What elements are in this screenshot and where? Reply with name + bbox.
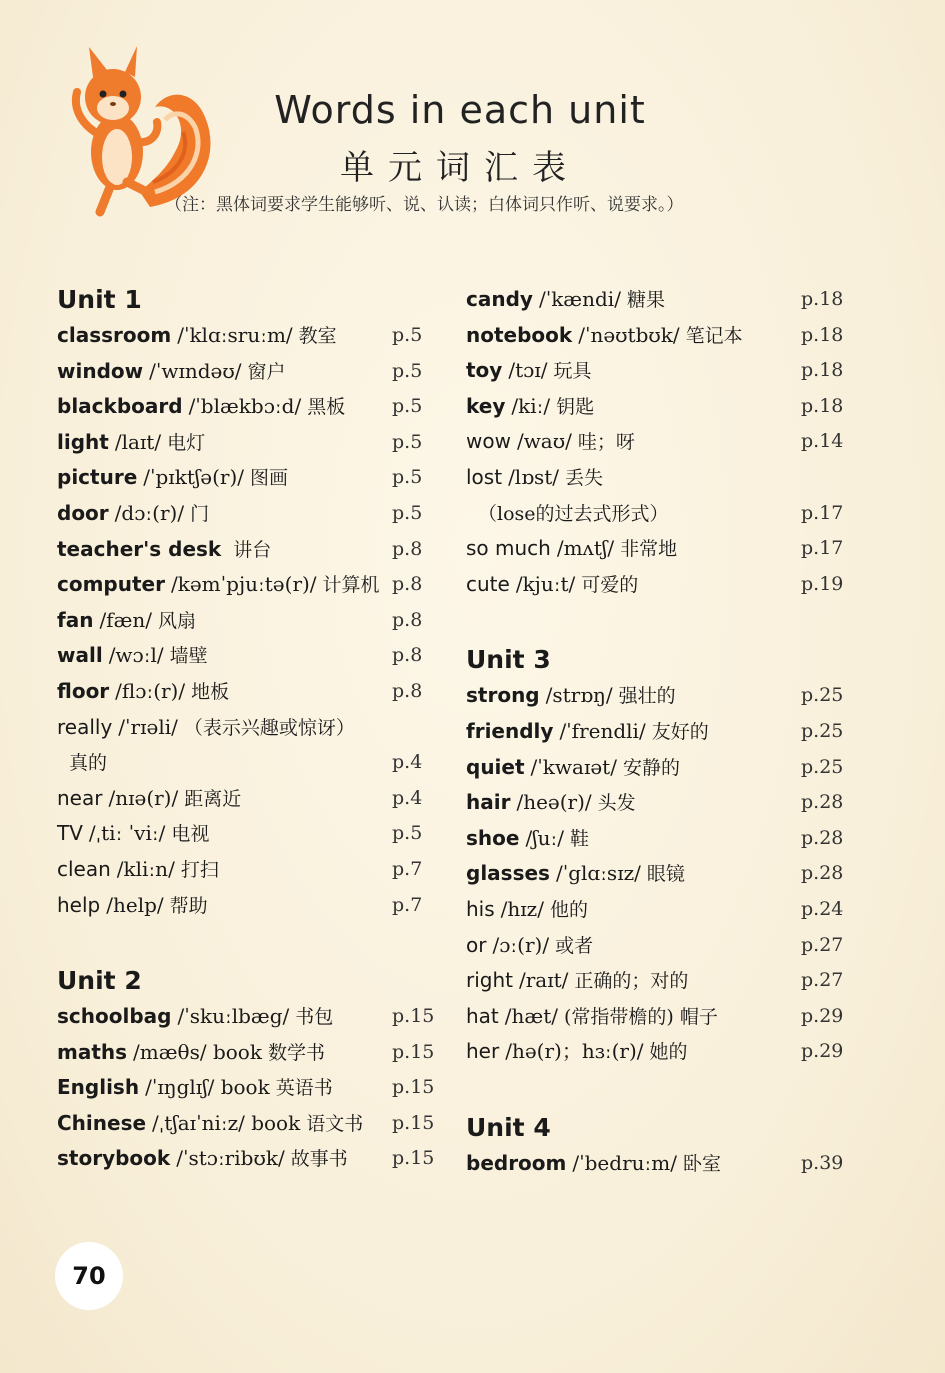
vocab-entry [466, 531, 846, 567]
vocab-chinese: 教室 [298, 325, 337, 347]
vocab-phonetic: /ˈnəʊtbʊk/ [578, 322, 680, 347]
vocab-word: strong [466, 683, 540, 708]
vocab-entry [466, 928, 846, 964]
vocab-entry [466, 750, 846, 786]
vocab-entry [466, 353, 846, 389]
vocab-entry [466, 496, 846, 532]
vocab-phonetic: /ˌtiː ˈviː/ [88, 821, 166, 846]
vocab-chinese: 计算机 [322, 574, 380, 597]
vocab-phonetic: /hə(r)；hɜː(r)/ [505, 1039, 644, 1064]
vocab-phonetic: /laɪt/ [114, 429, 162, 454]
vocab-entry [57, 389, 437, 425]
vocab-page-ref: p.15 [392, 1111, 435, 1134]
vocab-page-ref: p.5 [392, 822, 423, 845]
vocab-entry [57, 496, 437, 532]
vocab-page-ref: p.29 [801, 1040, 844, 1063]
vocab-chinese: （lose的过去式形式） [478, 502, 669, 525]
vocab-page-ref: p.24 [801, 897, 844, 920]
vocab-chinese: 他的 [549, 898, 588, 921]
vocab-page-ref: p.29 [801, 1004, 844, 1027]
vocab-word: cute [466, 571, 510, 596]
vocab-chinese: 图画 [250, 467, 289, 490]
vocab-entry [57, 425, 437, 461]
vocab-phonetic: /tɔɪ/ [508, 358, 548, 383]
vocab-phonetic: /ˈrɪəli/ [118, 714, 178, 739]
vocab-chinese: 丢失 [565, 466, 604, 489]
vocab-entry [466, 678, 846, 714]
vocab-chinese: （表示兴趣或惊讶） [183, 716, 355, 739]
vocab-word: wall [57, 643, 103, 668]
vocab-chinese: 笔记本 [685, 324, 743, 347]
vocab-page-ref: p.28 [801, 826, 844, 849]
vocab-phonetic: /strɒŋ/ [545, 683, 613, 708]
vocab-word: computer [57, 572, 165, 597]
section-gap [466, 602, 846, 642]
vocab-chinese: 书包 [295, 1006, 334, 1029]
vocab-entry [466, 963, 846, 999]
vocab-page-ref: p.15 [392, 1005, 435, 1028]
vocab-page-ref: p.5 [392, 430, 423, 453]
vocab-phonetic: /lɒst/ [508, 464, 560, 489]
vocab-word: bedroom [466, 1150, 567, 1175]
vocab-chinese: 门 [190, 502, 210, 525]
vocab-page-ref: p.5 [392, 466, 423, 489]
vocab-page-ref: p.25 [801, 719, 844, 742]
vocab-page-ref: p.25 [801, 684, 844, 707]
vocab-entry [57, 1035, 437, 1071]
vocab-word: storybook [57, 1146, 171, 1171]
vocab-entry [466, 892, 846, 928]
vocab-page-ref: p.18 [801, 359, 844, 382]
vocab-chinese: 语文书 [306, 1112, 364, 1135]
unit-heading: Unit 2 [57, 966, 142, 996]
vocab-page-ref: p.15 [392, 1040, 435, 1063]
vocab-entry [57, 318, 437, 354]
vocab-page-ref: p.7 [392, 893, 423, 916]
vocab-page-ref: p.8 [392, 573, 423, 596]
vocab-phonetic: /help/ [106, 892, 164, 917]
vocab-word: schoolbag [57, 1004, 172, 1029]
vocab-page-ref: p.4 [392, 751, 423, 774]
vocab-word: or [466, 932, 487, 957]
vocab-entry [57, 567, 437, 603]
vocab-page-ref: p.5 [392, 359, 423, 382]
vocab-entry [466, 856, 846, 892]
vocab-chinese: 哇；呀 [577, 431, 635, 454]
vocab-word: maths [57, 1039, 128, 1064]
vocab-phonetic: /ˈwɪndəʊ/ [149, 358, 242, 383]
vocab-chinese: 鞋 [569, 827, 589, 850]
vocab-word: lost [466, 464, 503, 489]
vocab-page-ref: p.15 [392, 1076, 435, 1099]
usage-note: （注：黑体词要求学生能够听、说、认读；白体词只作听、说要求。） [165, 195, 684, 215]
page-title-english: Words in each unit [274, 88, 646, 132]
vocab-chinese: 窗户 [247, 360, 286, 383]
vocab-word: teacher's desk [57, 536, 222, 561]
vocab-chinese: 她的 [649, 1041, 688, 1064]
vocab-phonetic: /nɪə(r)/ [108, 785, 179, 810]
vocab-phonetic: /waʊ/ [516, 429, 572, 454]
vocab-entry [57, 532, 437, 568]
vocab-page-ref: p.19 [801, 572, 844, 595]
vocab-page-ref: p.18 [801, 323, 844, 346]
vocab-word: wow [466, 429, 511, 454]
vocab-phonetic: /heə(r)/ [516, 790, 592, 815]
vocab-word: hair [466, 790, 511, 815]
vocab-phonetic: /ˈfrendli/ [559, 718, 646, 743]
vocab-phonetic: /ˌtʃaɪˈniːz/ book [152, 1110, 301, 1135]
vocab-chinese: 电灯 [167, 431, 206, 454]
vocab-phonetic: /raɪt/ [519, 968, 569, 993]
vocab-page-ref: p.27 [801, 969, 844, 992]
vocab-phonetic: /ˈskuːlbæg/ [177, 1004, 290, 1029]
vocab-chinese: 或者 [555, 934, 594, 957]
vocab-phonetic: /ˈglɑːsɪz/ [555, 861, 641, 886]
vocab-chinese: 电视 [171, 823, 210, 846]
vocab-chinese: 安静的 [622, 756, 680, 779]
vocab-word: quiet [466, 754, 525, 779]
vocab-chinese: 打扫 [180, 858, 219, 881]
vocab-phonetic: /fæn/ [99, 607, 152, 632]
vocab-chinese: 玩具 [553, 360, 592, 383]
section-gap [466, 1070, 846, 1110]
vocab-word: his [466, 896, 495, 921]
vocab-entry [466, 318, 846, 354]
vocab-page-ref: p.25 [801, 755, 844, 778]
vocab-phonetic: /kiː/ [511, 393, 551, 418]
vocab-chinese: 眼镜 [646, 863, 685, 886]
vocab-word: toy [466, 358, 503, 383]
unit-heading: Unit 4 [466, 1112, 551, 1142]
vocab-phonetic: /ʃuː/ [525, 825, 564, 850]
vocab-page-ref: p.28 [801, 791, 844, 814]
vocab-chinese: 帮助 [169, 894, 208, 917]
vocab-entry [57, 460, 437, 496]
vocab-entry [466, 460, 846, 496]
vocab-word: candy [466, 287, 533, 311]
vocab-chinese: 距离近 [184, 787, 242, 810]
vocab-entry [466, 282, 846, 318]
vocab-chinese: 卧室 [682, 1152, 721, 1175]
vocab-entry [57, 745, 437, 781]
vocab-word: English [57, 1075, 140, 1100]
vocab-chinese: 头发 [597, 792, 636, 815]
vocab-chinese: 墙壁 [169, 645, 208, 668]
vocab-phonetic: /kliːn/ [116, 856, 175, 881]
vocab-entry [57, 1106, 437, 1142]
vocab-chinese: 正确的；对的 [574, 970, 689, 993]
vocab-word: key [466, 393, 506, 418]
vocab-word: TV [57, 821, 83, 846]
vocab-chinese: 地板 [191, 680, 230, 703]
vocab-chinese: 讲台 [233, 538, 272, 561]
vocab-entry [57, 816, 437, 852]
vocab-entry [57, 1070, 437, 1106]
vocab-chinese: 风扇 [158, 609, 197, 632]
vocab-page-ref: p.7 [392, 857, 423, 880]
vocab-phonetic: /kəmˈpjuːtə(r)/ [170, 572, 317, 597]
vocab-entry [466, 999, 846, 1035]
vocab-phonetic: /wɔːl/ [108, 643, 164, 668]
vocab-page-ref: p.17 [801, 501, 844, 524]
vocab-page-ref: p.5 [392, 324, 423, 346]
section-gap [57, 923, 437, 963]
vocab-word: floor [57, 678, 110, 703]
vocab-word: fan [57, 607, 94, 632]
vocab-phonetic: /kjuːt/ [515, 571, 576, 596]
vocab-phonetic: /mʌtʃ/ [556, 536, 615, 561]
vocab-word: blackboard [57, 394, 183, 419]
vocab-entry [57, 781, 437, 817]
vocab-phonetic: /hæt/ [504, 1003, 558, 1028]
vocab-word: Chinese [57, 1110, 147, 1135]
vocab-chinese: 友好的 [651, 720, 709, 743]
vocab-word: clean [57, 856, 111, 881]
unit-heading: Unit 1 [57, 285, 142, 314]
vocab-phonetic: /ˈɪŋglɪʃ/ book [145, 1075, 270, 1100]
vocab-phonetic: /ˈpɪktʃə(r)/ [143, 465, 245, 490]
vocab-word: really [57, 714, 113, 739]
vocab-entry [466, 567, 846, 603]
vocab-entry [466, 714, 846, 750]
vocab-chinese: 真的 [69, 752, 108, 775]
vocab-word: door [57, 500, 109, 525]
vocab-entry [466, 821, 846, 857]
vocab-entry [57, 603, 437, 639]
vocab-word: hat [466, 1003, 499, 1028]
vocab-chinese: 糖果 [626, 289, 665, 311]
vocab-page-ref: p.28 [801, 862, 844, 885]
vocab-word: near [57, 785, 103, 810]
vocab-chinese: 黑板 [307, 396, 346, 419]
vocab-entry [57, 354, 437, 390]
vocab-entry [57, 674, 437, 710]
vocab-page-ref: p.39 [801, 1151, 844, 1174]
vocab-word: right [466, 968, 513, 993]
vocab-entry [57, 852, 437, 888]
vocab-chinese: 英语书 [275, 1077, 333, 1100]
vocab-entry [57, 999, 437, 1035]
vocab-word: help [57, 892, 101, 917]
vocab-page-ref: p.8 [392, 679, 423, 702]
vocab-phonetic: /dɔː(r)/ [114, 500, 185, 525]
vocab-entry [57, 888, 437, 924]
vocab-page-ref: p.18 [801, 288, 844, 310]
vocab-phonetic: /ˈbedruːm/ [572, 1150, 677, 1175]
vocab-page-ref: p.17 [801, 537, 844, 560]
vocab-word: shoe [466, 825, 520, 850]
vocab-page-ref: p.4 [392, 786, 423, 809]
vocab-chinese: 数学书 [267, 1041, 325, 1064]
vocab-phonetic: /ˈstɔːribʊk/ [176, 1146, 285, 1171]
vocab-page-ref: p.14 [801, 430, 844, 453]
vocab-page-ref: p.5 [392, 501, 423, 524]
vocab-phonetic: /ˈkwaɪət/ [530, 754, 617, 779]
vocab-page-ref: p.27 [801, 933, 844, 956]
vocab-word: glasses [466, 861, 550, 886]
vocab-page-ref: p.18 [801, 394, 844, 417]
page-number: 70 [55, 1242, 123, 1310]
vocab-page-ref: p.8 [392, 644, 423, 667]
vocab-entry [466, 1146, 846, 1182]
vocab-chinese: 钥匙 [556, 395, 595, 418]
vocab-phonetic: /ˈblækbɔːd/ [188, 394, 302, 419]
vocab-entry [466, 424, 846, 460]
vocab-phonetic: /ɔː(r)/ [492, 932, 550, 957]
vocab-word: notebook [466, 322, 573, 347]
vocab-word: light [57, 429, 109, 454]
right-column [466, 282, 846, 1181]
vocab-phonetic: /ˈkændi/ [538, 287, 621, 311]
vocab-page-ref: p.8 [392, 537, 423, 560]
unit-heading: Unit 3 [466, 645, 551, 675]
vocab-word: window [57, 358, 144, 383]
vocab-word: so much [466, 536, 551, 561]
vocab-phonetic: /mæθs/ book [133, 1039, 262, 1064]
vocab-entry [57, 710, 437, 746]
page-title-chinese: 单元词汇表 [340, 148, 580, 188]
vocab-entry [466, 389, 846, 425]
vocab-page-ref: p.8 [392, 608, 423, 631]
vocab-word: friendly [466, 718, 554, 743]
vocab-word: her [466, 1039, 500, 1064]
vocab-page-ref: p.5 [392, 395, 423, 418]
vocab-phonetic: /ˈklɑːsruːm/ [177, 323, 293, 347]
vocab-page-ref: p.15 [392, 1147, 435, 1170]
vocab-chinese: (常指带檐的) 帽子 [563, 1005, 718, 1028]
vocab-entry [466, 1034, 846, 1070]
vocab-word: classroom [57, 323, 172, 347]
vocab-chinese: 可爱的 [581, 573, 639, 596]
vocab-word: picture [57, 465, 138, 490]
vocab-chinese: 故事书 [290, 1148, 348, 1171]
vocab-entry [57, 638, 437, 674]
vocab-phonetic: /flɔː(r)/ [115, 678, 186, 703]
vocab-entry [57, 1141, 437, 1177]
vocab-chinese: 非常地 [620, 538, 678, 561]
vocab-phonetic: /hɪz/ [500, 896, 544, 921]
vocab-entry [466, 785, 846, 821]
left-column [57, 282, 437, 1177]
vocab-chinese: 强壮的 [618, 685, 676, 708]
